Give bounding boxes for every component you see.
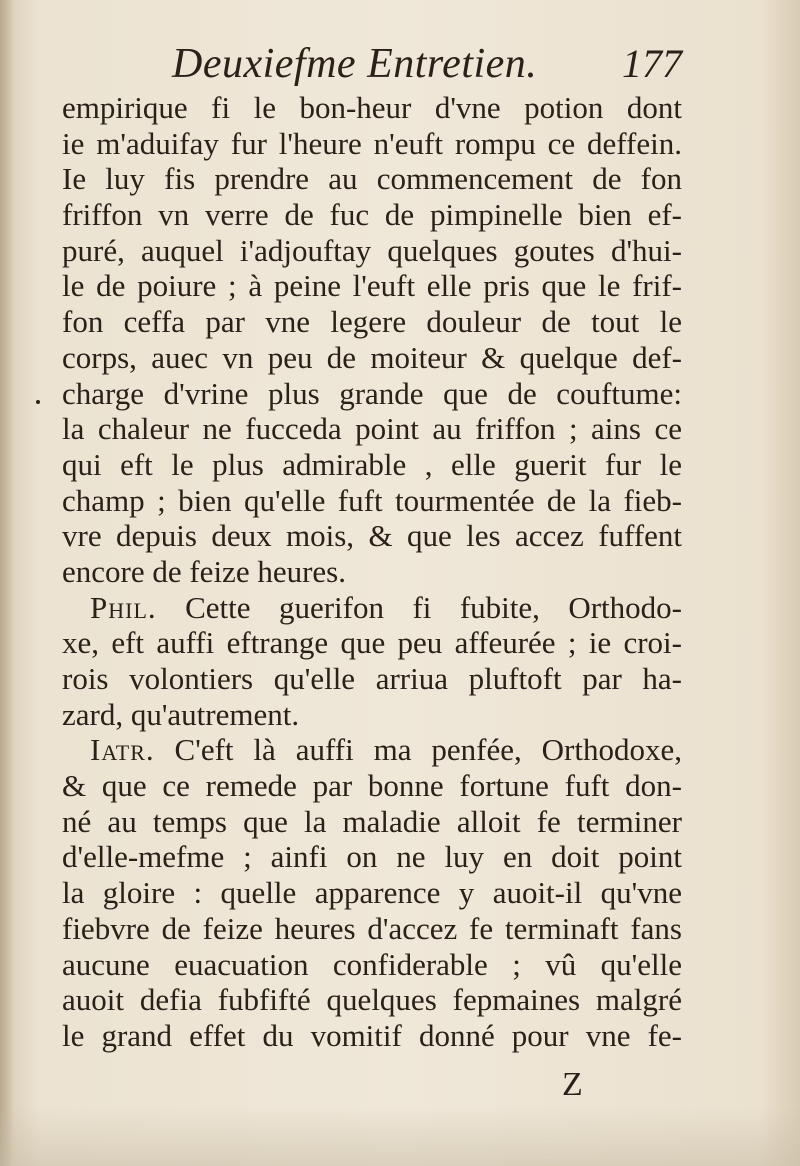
text-line: fiebvre de feize heures d'accez fe terminaft fans: [62, 910, 682, 946]
text-line: encore de feize heures.: [62, 553, 346, 589]
text-line: qui eft le plus admirable , elle guerit fur le: [62, 446, 682, 482]
text-line: d'elle-mefme ; ainfi on ne luy en doit point: [62, 839, 682, 875]
margin-mark: [36, 400, 40, 404]
text-line: puré, auquel i'adjouftay quelques goutes d'hui-: [62, 232, 682, 268]
text-line-part: C'eft là auffi ma penfée, Orthodoxe,: [154, 732, 682, 768]
running-title: Deuxiefme Entretien.: [172, 41, 538, 87]
page-bottom-shade: [0, 1106, 800, 1166]
text-line: corps, auec vn peu de moiteur & quelque def-: [62, 339, 682, 375]
text-line: le grand effet du vomitif donné pour vne fe-: [62, 1017, 682, 1053]
page-number: 177: [622, 41, 682, 86]
text-line: zard, qu'autrement.: [62, 696, 300, 732]
text-line: né au temps que la maladie alloit fe terminer: [62, 803, 682, 839]
text-line: auoit defia fubfifté quelques fepmaines malgré: [62, 982, 682, 1018]
speaker-iatr: Iatr.: [90, 732, 155, 768]
text-line: aucune euacuation confiderable ; vû qu'elle: [62, 946, 682, 982]
text-line: champ ; bien qu'elle fuft tourmentée de la fieb-: [62, 482, 682, 518]
text-line-part: Cette guerifon fi fubite, Orthodo-: [156, 589, 682, 625]
text-line: la chaleur ne fucceda point au friffon ; ains ce: [62, 411, 682, 447]
text-line: xe, eft auffi eftrange que peu affeurée ; ie croi-: [62, 625, 682, 661]
text-line: le de poiure ; à peine l'euft elle pris que le frif-: [62, 268, 682, 304]
text-line: charge d'vrine plus grande que de couftume:: [62, 375, 682, 411]
text-line: ie m'aduifay fur l'heure n'euft rompu ce deffein.: [62, 125, 682, 161]
signature-mark: Z: [562, 1066, 583, 1103]
text-line: & que ce remede par bonne fortune fuft don-: [62, 768, 682, 804]
text-line: fon ceffa par vne legere douleur de tout le: [62, 304, 682, 340]
speaker-phil: Phil.: [90, 589, 157, 625]
text-line: friffon vn verre de fuc de pimpinelle bien ef-: [62, 197, 682, 233]
page-header: [172, 40, 688, 90]
text-line: vre depuis deux mois, & que les accez fuffent: [62, 518, 682, 554]
text-line: la gloire : quelle apparence y auoit-il qu'vne: [62, 875, 682, 911]
text-line: empirique fi le bon-heur d'vne potion dont: [62, 90, 682, 125]
text-line: rois volontiers qu'elle arriua pluftoft par ha-: [62, 661, 682, 696]
text-line: Ie luy fis prendre au commencement de fon: [62, 161, 682, 197]
body-text: [62, 90, 682, 1054]
paragraph-phil-first-line: [62, 590, 682, 626]
paragraph-iatr-first-line: [62, 732, 682, 768]
gutter-shadow: [0, 0, 14, 1166]
